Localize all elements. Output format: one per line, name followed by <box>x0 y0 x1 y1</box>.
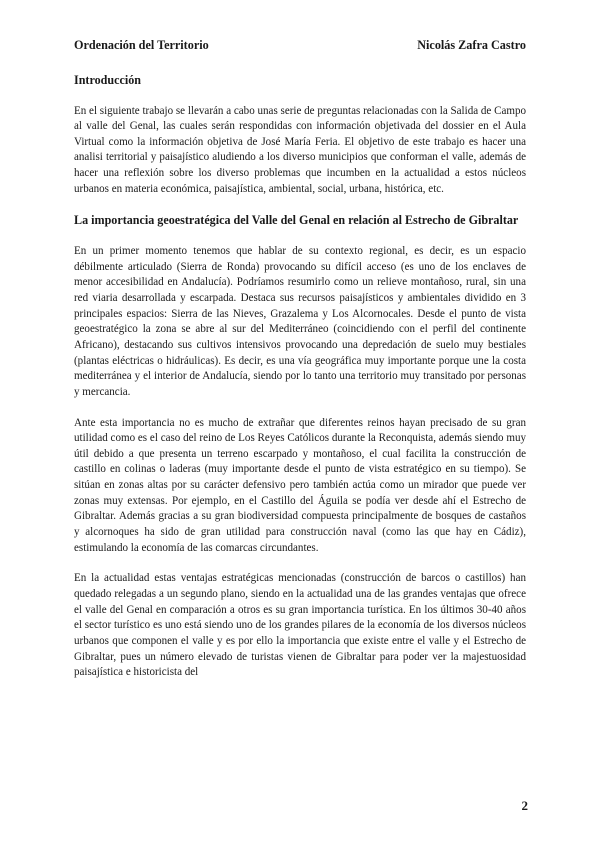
page-header <box>74 38 526 53</box>
page-content <box>74 72 526 681</box>
header-course-title: Ordenación del Territorio <box>74 38 209 52</box>
intro-heading: Introducción <box>74 73 141 87</box>
header-author-name: Nicolás Zafra Castro <box>417 38 526 52</box>
geostrategic-heading: La importancia geoestratégica del Valle del Genal en relación al Estrecho de Gibraltar <box>74 213 519 228</box>
body-paragraph-3: En la actualidad estas ventajas estratégicas mencionadas (construcción de barcos o castillos) han quedado relegadas a un segundo plano, siendo en la actualidad una de las grandes ventajas que ofrece el valle del Genal en comparación a otros es su gran importancia turística. En los últimos 30-40 años el sector turístico es uno está siendo uno de los grandes pilares de la economía de los diversos núcleos urbanos que componen el valle y es por ello la importancia que existe entre el valle y el Estrecho de Gibraltar, pues un número elevado de turistas vienen de Gibraltar para poder ver la majestuosidad paisajística e historicista del <box>74 572 526 679</box>
body-paragraph-1: En un primer momento tenemos que hablar de su contexto regional, es decir, es un espacio débilmente articulado (Sierra de Ronda) provocando su difícil acceso (es uno de los enclaves de menor accesibilidad en Andalucía). Podríamos resumirlo como un relieve montañoso, rural, sin una red viaria desarrollada y escarpada. Destaca sus recursos paisajísticos y ambientales dividido en 3 principales espacios: Sierra de las Nieves, Grazalema y Los Alcornocales. Desde el punto de vista geoestratégico la zona se abre al sur del Mediterráneo (coincidiendo con el perfil del continente Africano), destacando sus cultivos intensivos provocando una depredación de suelo muy bestiales (plantas eléctricas o hidráulicas). Es decir, es una vía geográfica muy importante porque une la costa mediterránea y el interior de Andalucía, siendo por lo tanto una territorio muy transitado por personas y mercancia. <box>74 244 526 398</box>
page-number: 2 <box>521 798 528 813</box>
intro-paragraph: En el siguiente trabajo se llevarán a cabo unas serie de preguntas relacionadas con la Salida de Campo al valle del Genal, las cuales serán respondidas con información objetivada del dossier en el Aula Virtual como la información objetiva de José María Feria. El objetivo de este trabajo es hacer una analisi territorial y paisajístico aludiendo a los diverso municipios que conforman el valle, además de hacer una reflexión sobre los diverso problemas que incumben en la actualidad a estos núcleos urbanos en materia económica, paisajística, ambiental, social, urbana, histórica, etc. <box>74 104 526 195</box>
body-paragraph-2: Ante esta importancia no es mucho de extrañar que diferentes reinos hayan precisado de su gran utilidad como es el caso del reino de Los Reyes Católicos durante la Reconquista, además siendo muy útil debido a que presenta un terreno escarpado y montañoso, el cual facilita la construcción de castillo en colinas o laderas (muy importante desde el punto de vista estratégico en su tiempo). Se sitúan en zonas altas por su carácter defensivo pero también actúa como un mirador que puede ver zonas muy extensas. Por ejemplo, en el Castillo del Águila se podía ver desde ahí el Estrecho de Gibraltar. Además gracias a su gran biodiversidad compuesta principalmente de bosques de castaños y alcornoques ha sido de gran utilidad para construcción naval (como las que hay en Cádiz), estimulando la economía de las comarcas circundantes. <box>74 416 526 554</box>
